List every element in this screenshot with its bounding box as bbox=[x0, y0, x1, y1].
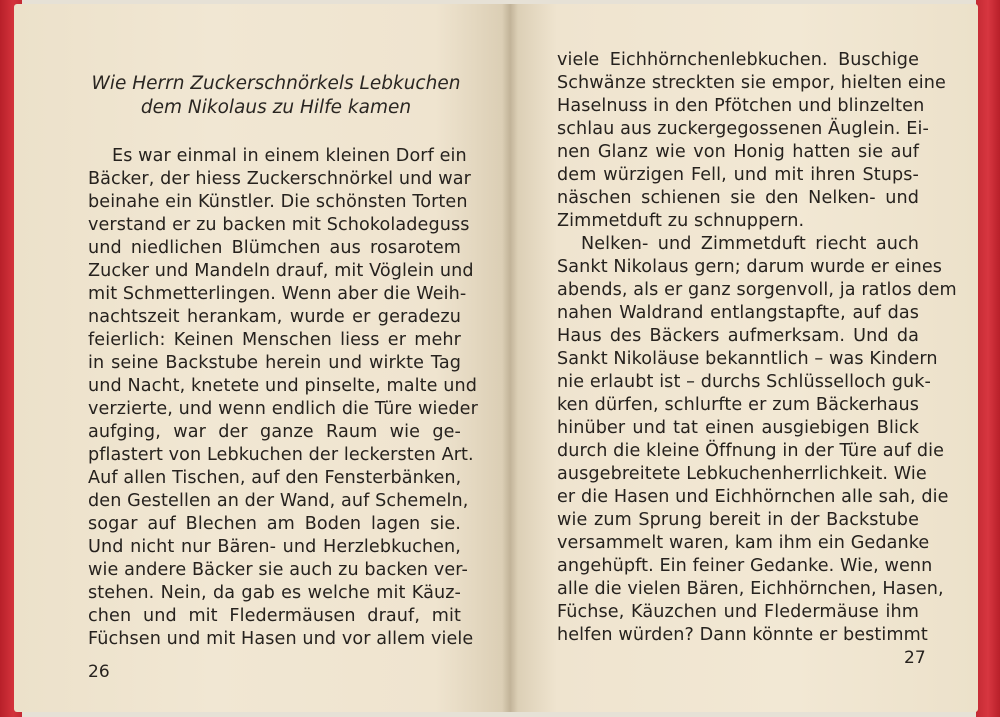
text-line: ausgebreitete Lebkuchenherrlichkeit. Wie bbox=[557, 464, 927, 484]
text-line: stehen. Nein, da gab es welche mit Käuz- bbox=[88, 583, 461, 603]
text-line: Es war einmal in einem kleinen Dorf ein bbox=[112, 146, 467, 166]
text-line: Bäcker, der hiess Zuckerschnörkel und war bbox=[88, 169, 472, 189]
text-line: Füchse, Käuzchen und Fledermäuse ihm bbox=[557, 602, 919, 622]
book-cover-right-edge bbox=[976, 0, 1000, 717]
text-line: nahen Waldrand entlangstapfte, auf das bbox=[557, 303, 919, 323]
text-line: abends, als er ganz sorgenvoll, ja ratlos dem bbox=[557, 280, 957, 300]
text-line: wie andere Bäcker sie auch zu backen ver- bbox=[88, 560, 468, 580]
text-line: Zimmetduft zu schnuppern. bbox=[557, 211, 805, 231]
text-line: Schwänze streckten sie empor, hielten eine bbox=[557, 73, 946, 93]
text-line: in seine Backstube herein und wirkte Tag bbox=[88, 353, 461, 373]
text-line: alle die vielen Bären, Eichhörnchen, Hasen, bbox=[557, 579, 944, 599]
text-line: Sankt Nikoläuse bekanntlich – was Kindern bbox=[557, 349, 938, 369]
text-line: nachtszeit herankam, wurde er geradezu bbox=[88, 307, 461, 327]
text-line: wie zum Sprung bereit in der Backstube bbox=[557, 510, 919, 530]
text-line: feierlich: Keinen Menschen liess er mehr bbox=[88, 330, 461, 350]
text-line: chen und mit Fledermäusen drauf, mit bbox=[88, 606, 461, 626]
page-number-left: 26 bbox=[88, 662, 110, 682]
story-title bbox=[76, 72, 476, 120]
text-line: Sankt Nikolaus gern; darum wurde er eines bbox=[557, 257, 943, 277]
text-line: und niedlichen Blümchen aus rosarotem bbox=[88, 238, 461, 258]
text-line: Haselnuss in den Pfötchen und blinzelten bbox=[557, 96, 925, 116]
text-line: dem würzigen Fell, und mit ihren Stups- bbox=[557, 165, 919, 185]
text-line: angehüpft. Ein feiner Gedanke. Wie, wenn bbox=[557, 556, 933, 576]
text-line: durch die kleine Öffnung in der Türe auf die bbox=[557, 441, 945, 461]
text-line: helfen würden? Dann könnte er bestimmt bbox=[557, 625, 928, 645]
text-line: Haus des Bäckers aufmerksam. Und da bbox=[557, 326, 919, 346]
text-line: ken dürfen, schlurfte er zum Bäckerhaus bbox=[557, 395, 919, 415]
text-line: Auf allen Tischen, auf den Fensterbänken, bbox=[88, 468, 462, 488]
text-line: er die Hasen und Eichhörnchen alle sah, die bbox=[557, 487, 949, 507]
text-line: Nelken- und Zimmetduft riecht auch bbox=[581, 234, 919, 254]
text-line: Und nicht nur Bären- und Herzlebkuchen, bbox=[88, 537, 461, 557]
text-line: nie erlaubt ist – durchs Schlüsselloch guk- bbox=[557, 372, 931, 392]
text-line: Füchsen und mit Hasen und vor allem viele bbox=[88, 629, 474, 649]
text-line: viele Eichhörnchenlebkuchen. Buschige bbox=[557, 50, 919, 70]
text-line: versammelt waren, kam ihm ein Gedanke bbox=[557, 533, 930, 553]
text-line: schlau aus zuckergegossenen Äuglein. Ei- bbox=[557, 119, 929, 139]
text-line: pflastert von Lebkuchen der leckersten Art. bbox=[88, 445, 474, 465]
text-line: näschen schienen sie den Nelken- und bbox=[557, 188, 919, 208]
text-line: Zucker und Mandeln drauf, mit Vöglein und bbox=[88, 261, 474, 281]
story-title-line: Wie Herrn Zuckerschnörkels Lebkuchen bbox=[91, 73, 461, 94]
text-line: beinahe ein Künstler. Die schönsten Torten bbox=[88, 192, 468, 212]
text-line: verstand er zu backen mit Schokoladeguss bbox=[88, 215, 470, 235]
text-line: aufging, war der ganze Raum wie ge- bbox=[88, 422, 461, 442]
story-title-line: dem Nikolaus zu Hilfe kamen bbox=[140, 97, 412, 118]
text-line: und Nacht, knetete und pinselte, malte und bbox=[88, 376, 477, 396]
text-line: verzierte, und wenn endlich die Türe wieder bbox=[88, 399, 478, 419]
page-number-right: 27 bbox=[904, 648, 926, 668]
book-gutter bbox=[502, 4, 518, 712]
text-line: den Gestellen an der Wand, auf Schemeln, bbox=[88, 491, 469, 511]
text-line: sogar auf Blechen am Boden lagen sie. bbox=[88, 514, 461, 534]
text-line: mit Schmetterlingen. Wenn aber die Weih- bbox=[88, 284, 467, 304]
text-line: nen Glanz wie von Honig hatten sie auf bbox=[557, 142, 919, 162]
text-line: hinüber und tat einen ausgiebigen Blick bbox=[557, 418, 919, 438]
